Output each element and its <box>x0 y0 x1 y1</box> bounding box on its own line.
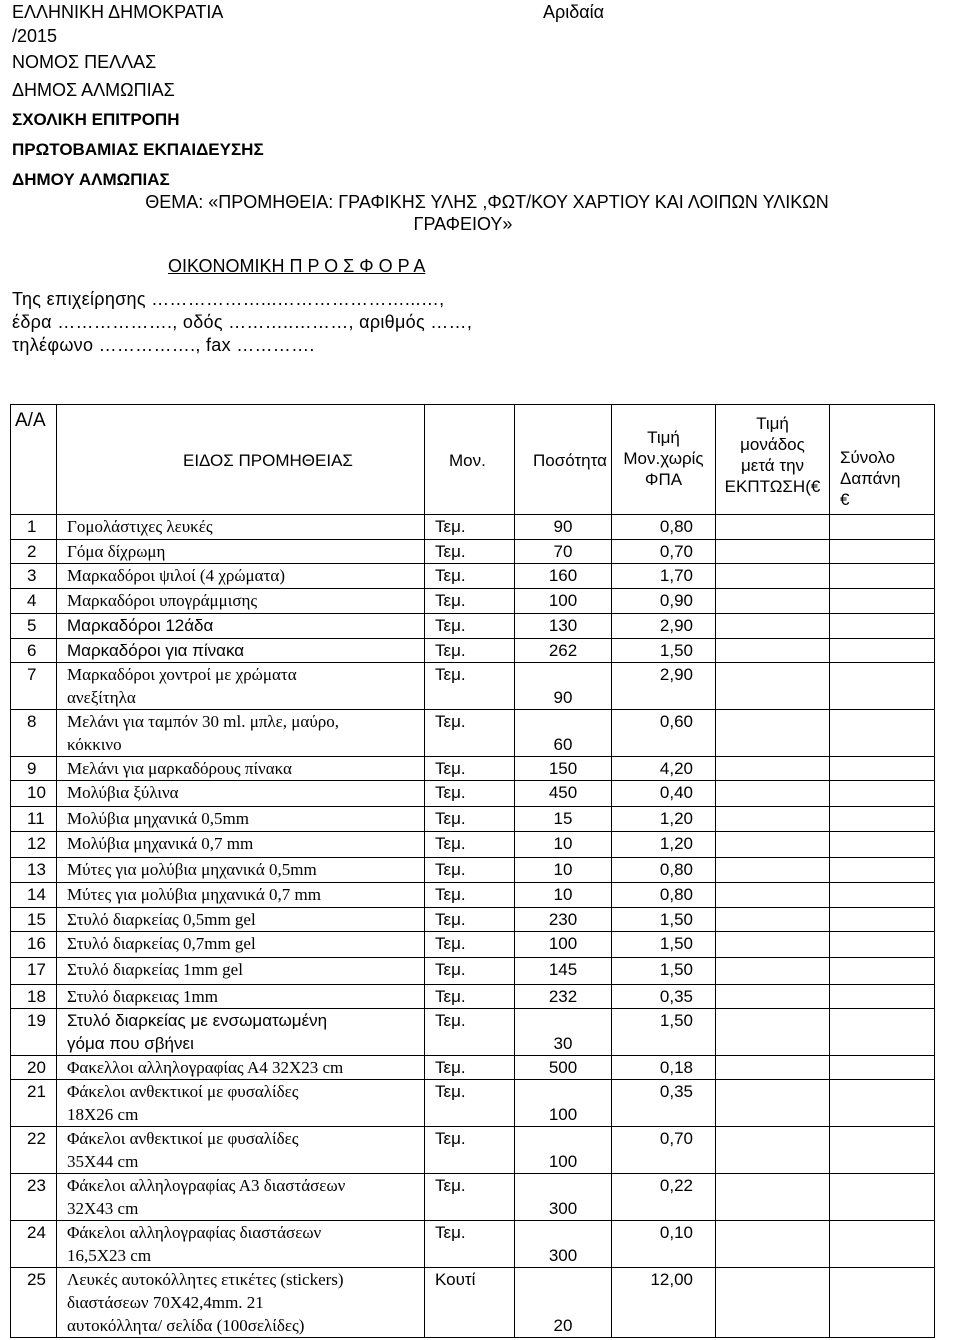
header-qty: Ποσότητα <box>515 405 612 515</box>
row-unit: Τεμ. <box>425 614 515 639</box>
place-name: Αριδαία <box>543 2 605 22</box>
row-description <box>57 1056 425 1080</box>
row-unit: Τεμ. <box>425 1056 515 1080</box>
row-description <box>57 1127 425 1174</box>
row-discount-price <box>716 932 830 958</box>
row-number: 17 <box>11 958 57 985</box>
row-quantity: 70 <box>515 540 612 564</box>
row-description-line: Μολύβια μηχανικά 0,7 mm <box>67 834 254 853</box>
offer-title: ΟΙΚΟΝΟΜΙΚΗ Π Ρ Ο Σ Φ Ο Ρ Α <box>168 256 426 276</box>
row-description <box>57 958 425 985</box>
row-number: 1 <box>11 515 57 540</box>
row-unit: Τεμ. <box>425 1127 515 1174</box>
row-discount-price <box>716 985 830 1009</box>
row-unit: Τεμ. <box>425 883 515 908</box>
row-unit: Τεμ. <box>425 639 515 663</box>
row-total <box>830 1056 935 1080</box>
row-discount-price <box>716 540 830 564</box>
table-row <box>11 540 935 564</box>
row-quantity: 100 <box>515 1127 612 1174</box>
row-description-line: Γόμα δίχρωμη <box>67 542 166 561</box>
row-description-line: Στυλό διαρκείας 0,7mm gel <box>67 934 256 953</box>
row-total <box>830 639 935 663</box>
row-unit-price: 1,20 <box>612 832 716 858</box>
row-description-line: Φάκελοι ανθεκτικοί με φυσαλίδες <box>67 1129 299 1148</box>
row-description-line: Μαρκαδόροι υπογράμμισης <box>67 591 258 610</box>
row-unit-price: 1,50 <box>612 639 716 663</box>
row-quantity: 10 <box>515 858 612 883</box>
row-quantity: 100 <box>515 1080 612 1127</box>
row-total <box>830 985 935 1009</box>
row-description <box>57 564 425 589</box>
row-discount-price <box>716 958 830 985</box>
header-aa: Α/Α <box>11 405 57 515</box>
row-description <box>57 807 425 832</box>
row-unit-price: 0,35 <box>612 985 716 1009</box>
table-row <box>11 958 935 985</box>
row-unit-price: 12,00 <box>612 1268 716 1338</box>
table-row <box>11 1009 935 1056</box>
row-description-line: Στυλό διαρκειας 1mm <box>67 987 218 1006</box>
row-quantity: 230 <box>515 908 612 932</box>
row-number: 24 <box>11 1221 57 1268</box>
row-discount-price <box>716 1221 830 1268</box>
row-unit-price: 0,70 <box>612 1127 716 1174</box>
row-description-line: Μολύβια μηχανικά 0,5mm <box>67 809 249 828</box>
row-description <box>57 1221 425 1268</box>
row-unit-price: 1,50 <box>612 958 716 985</box>
row-discount-price <box>716 710 830 757</box>
row-number: 13 <box>11 858 57 883</box>
row-total <box>830 1127 935 1174</box>
row-description-line: 32Χ43 cm <box>67 1199 139 1218</box>
row-number: 7 <box>11 663 57 710</box>
row-number: 11 <box>11 807 57 832</box>
row-description-line: Μύτες για μολύβια μηχανικά 0,7 mm <box>67 885 321 904</box>
education-heading: ΠΡΩΤΟΒΑΜΙΑΣ ΕΚΠΑΙΔΕΥΣΗΣ <box>12 140 264 159</box>
header-discount-price: Τιμή μονάδος μετά την ΕΚΠΤΩΣΗ(€ <box>716 405 830 515</box>
row-unit: Τεμ. <box>425 807 515 832</box>
row-number: 14 <box>11 883 57 908</box>
row-unit: Τεμ. <box>425 958 515 985</box>
row-quantity: 500 <box>515 1056 612 1080</box>
table-row <box>11 832 935 858</box>
row-total <box>830 883 935 908</box>
row-discount-price <box>716 757 830 781</box>
row-description-line: Στυλό διαρκείας με ενσωματωμένη <box>67 1011 328 1030</box>
row-description-line: Μαρκαδόροι χοντροί με χρώματα <box>67 665 297 684</box>
row-description <box>57 985 425 1009</box>
row-number: 18 <box>11 985 57 1009</box>
row-quantity: 10 <box>515 883 612 908</box>
row-number: 9 <box>11 757 57 781</box>
row-number: 22 <box>11 1127 57 1174</box>
row-discount-price <box>716 1080 830 1127</box>
row-discount-price <box>716 832 830 858</box>
header-unit-price: Τιμή Μον.χωρίς ΦΠΑ <box>612 405 716 515</box>
table-row <box>11 985 935 1009</box>
municipality-heading: ΔΗΜΟΣ ΑΛΜΩΠΙΑΣ <box>12 80 175 100</box>
row-total <box>830 1080 935 1127</box>
row-quantity: 90 <box>515 515 612 540</box>
row-total <box>830 1268 935 1338</box>
row-unit: Τεμ. <box>425 1174 515 1221</box>
row-description-line: Φακελλοι αλληλογραφίας Α4 32Χ23 cm <box>67 1058 344 1077</box>
row-description-line: Στυλό διαρκείας 0,5mm gel <box>67 910 256 929</box>
row-discount-price <box>716 663 830 710</box>
row-description-line: κόκκινο <box>67 735 122 754</box>
address-field: έδρα ………………., οδός ………..………, αριθμός ……, <box>12 312 473 332</box>
row-description-line: γόμα που σβήνει <box>67 1034 194 1053</box>
row-unit: Τεμ. <box>425 564 515 589</box>
table-row <box>11 908 935 932</box>
table-row <box>11 757 935 781</box>
row-total <box>830 932 935 958</box>
row-number: 10 <box>11 781 57 807</box>
table-row <box>11 1174 935 1221</box>
row-discount-price <box>716 807 830 832</box>
row-unit: Τεμ. <box>425 757 515 781</box>
row-unit: Τεμ. <box>425 932 515 958</box>
row-description <box>57 1009 425 1056</box>
row-description-line: Φάκελοι αλληλογραφίας Α3 διαστάσεων <box>67 1176 346 1195</box>
row-description <box>57 858 425 883</box>
subject-line: ΘΕΜΑ: «ΠΡΟΜΗΘΕΙΑ: ΓΡΑΦΙΚΗΣ ΥΛΗΣ ,ΦΩΤ/ΚΟΥ ΧΑΡΤΙΟΥ ΚΑΙ ΛΟΙΠΩΝ ΥΛΙΚΩΝ <box>145 192 829 212</box>
row-discount-price <box>716 883 830 908</box>
row-description-line: Μελάνι για μαρκαδόρους πίνακα <box>67 759 292 778</box>
row-number: 5 <box>11 614 57 639</box>
row-total <box>830 781 935 807</box>
row-total <box>830 515 935 540</box>
row-description-line: 18Χ26 cm <box>67 1105 139 1124</box>
row-description-line: ανεξίτηλα <box>67 688 136 707</box>
row-unit: Τεμ. <box>425 781 515 807</box>
table-row <box>11 1080 935 1127</box>
row-quantity: 232 <box>515 985 612 1009</box>
row-unit-price: 0,10 <box>612 1221 716 1268</box>
table-row <box>11 807 935 832</box>
header-item: ΕΙΔΟΣ ΠΡΟΜΗΘΕΙΑΣ <box>57 405 425 515</box>
row-description <box>57 614 425 639</box>
table-row <box>11 1221 935 1268</box>
row-number: 20 <box>11 1056 57 1080</box>
row-number: 19 <box>11 1009 57 1056</box>
row-description <box>57 589 425 614</box>
row-description-line: 35Χ44 cm <box>67 1152 139 1171</box>
row-number: 8 <box>11 710 57 757</box>
row-number: 12 <box>11 832 57 858</box>
row-quantity: 90 <box>515 663 612 710</box>
row-total <box>830 614 935 639</box>
row-number: 16 <box>11 932 57 958</box>
row-description-line: Λευκές αυτοκόλλητες ετικέτες (stickers) <box>67 1270 344 1289</box>
row-discount-price <box>716 1268 830 1338</box>
table-row <box>11 781 935 807</box>
row-discount-price <box>716 781 830 807</box>
table-row <box>11 1056 935 1080</box>
row-discount-price <box>716 515 830 540</box>
row-description-line: Μαρκαδόροι 12άδα <box>67 616 214 635</box>
row-unit-price: 0,70 <box>612 540 716 564</box>
row-description <box>57 908 425 932</box>
protocol-number: /2015 <box>12 26 58 46</box>
row-number: 25 <box>11 1268 57 1338</box>
row-description-line: Φάκελοι ανθεκτικοί με φυσαλίδες <box>67 1082 299 1101</box>
prefecture-heading: ΝΟΜΟΣ ΠΕΛΛΑΣ <box>12 52 157 72</box>
row-unit-price: 0,18 <box>612 1056 716 1080</box>
row-unit: Τεμ. <box>425 663 515 710</box>
row-discount-price <box>716 858 830 883</box>
row-description-line: διαστάσεων 70Χ42,4mm. 21 <box>67 1293 264 1312</box>
phone-fax-field: τηλέφωνο ……………., fax …………. <box>12 335 315 355</box>
row-total <box>830 908 935 932</box>
row-unit-price: 2,90 <box>612 614 716 639</box>
offer-table <box>10 404 935 1338</box>
row-unit-price: 1,50 <box>612 1009 716 1056</box>
row-description-line: Φάκελοι αλληλογραφίας διαστάσεων <box>67 1223 322 1242</box>
row-description-line: Μαρκαδόροι για πίνακα <box>67 641 245 660</box>
row-unit-price: 1,50 <box>612 932 716 958</box>
row-quantity: 300 <box>515 1174 612 1221</box>
row-unit-price: 0,80 <box>612 515 716 540</box>
row-number: 23 <box>11 1174 57 1221</box>
row-unit-price: 4,20 <box>612 757 716 781</box>
row-discount-price <box>716 639 830 663</box>
row-unit: Τεμ. <box>425 1221 515 1268</box>
row-unit-price: 0,80 <box>612 883 716 908</box>
row-unit-price: 1,20 <box>612 807 716 832</box>
subject-line-cont: ΓΡΑΦΕΙΟΥ» <box>413 214 513 234</box>
row-number: 3 <box>11 564 57 589</box>
row-total <box>830 710 935 757</box>
row-unit: Τεμ. <box>425 1009 515 1056</box>
row-number: 4 <box>11 589 57 614</box>
row-description <box>57 1174 425 1221</box>
row-discount-price <box>716 1174 830 1221</box>
row-unit-price: 0,60 <box>612 710 716 757</box>
row-quantity: 60 <box>515 710 612 757</box>
row-unit: Τεμ. <box>425 832 515 858</box>
row-discount-price <box>716 564 830 589</box>
row-quantity: 450 <box>515 781 612 807</box>
row-discount-price <box>716 908 830 932</box>
row-quantity: 20 <box>515 1268 612 1338</box>
row-description <box>57 710 425 757</box>
municipality-subheading: ΔΗΜΟΥ ΑΛΜΩΠΙΑΣ <box>12 170 170 189</box>
row-description <box>57 663 425 710</box>
row-number: 6 <box>11 639 57 663</box>
row-quantity: 100 <box>515 932 612 958</box>
row-total <box>830 1221 935 1268</box>
row-quantity: 300 <box>515 1221 612 1268</box>
committee-heading: ΣΧΟΛΙΚΗ ΕΠΙΤΡΟΠΗ <box>12 110 180 129</box>
row-description-line: Μελάνι για ταμπόν 30 ml. μπλε, μαύρο, <box>67 712 339 731</box>
table-header-row <box>11 405 935 515</box>
row-total <box>830 958 935 985</box>
row-quantity: 10 <box>515 832 612 858</box>
row-discount-price <box>716 1056 830 1080</box>
row-unit: Τεμ. <box>425 1080 515 1127</box>
row-unit-price: 1,70 <box>612 564 716 589</box>
row-total <box>830 1174 935 1221</box>
row-total <box>830 858 935 883</box>
row-description-line: Στυλό διαρκείας 1mm gel <box>67 960 243 979</box>
row-quantity: 150 <box>515 757 612 781</box>
row-quantity: 160 <box>515 564 612 589</box>
table-row <box>11 614 935 639</box>
row-unit-price: 1,50 <box>612 908 716 932</box>
row-unit: Τεμ. <box>425 710 515 757</box>
row-description <box>57 1080 425 1127</box>
row-description <box>57 757 425 781</box>
row-description <box>57 883 425 908</box>
row-unit: Τεμ. <box>425 908 515 932</box>
row-quantity: 262 <box>515 639 612 663</box>
row-discount-price <box>716 614 830 639</box>
row-discount-price <box>716 1009 830 1056</box>
row-total <box>830 832 935 858</box>
row-description <box>57 832 425 858</box>
country-heading: ΕΛΛΗΝΙΚΗ ΔΗΜΟΚΡΑΤΙΑ <box>12 2 224 22</box>
table-row <box>11 663 935 710</box>
row-description-line: αυτοκόλλητα/ σελίδα (100σελίδες) <box>67 1316 305 1335</box>
row-quantity: 30 <box>515 1009 612 1056</box>
row-quantity: 145 <box>515 958 612 985</box>
table-row <box>11 932 935 958</box>
row-unit: Κουτί <box>425 1268 515 1338</box>
row-number: 21 <box>11 1080 57 1127</box>
row-quantity: 100 <box>515 589 612 614</box>
row-unit: Τεμ. <box>425 589 515 614</box>
row-unit-price: 0,35 <box>612 1080 716 1127</box>
table-row <box>11 883 935 908</box>
table-row <box>11 564 935 589</box>
row-number: 15 <box>11 908 57 932</box>
row-unit-price: 0,40 <box>612 781 716 807</box>
table-row <box>11 589 935 614</box>
row-number: 2 <box>11 540 57 564</box>
row-unit: Τεμ. <box>425 985 515 1009</box>
row-total <box>830 540 935 564</box>
row-unit-price: 0,90 <box>612 589 716 614</box>
row-description-line: Μύτες για μολύβια μηχανικά 0,5mm <box>67 860 317 879</box>
row-total <box>830 589 935 614</box>
row-unit-price: 2,90 <box>612 663 716 710</box>
row-description-line: Μαρκαδόροι ψιλοί (4 χρώματα) <box>67 566 285 585</box>
row-discount-price <box>716 1127 830 1174</box>
row-total <box>830 1009 935 1056</box>
table-row <box>11 858 935 883</box>
table-row <box>11 515 935 540</box>
table-row <box>11 1268 935 1338</box>
row-total <box>830 757 935 781</box>
row-total <box>830 564 935 589</box>
row-unit-price: 0,22 <box>612 1174 716 1221</box>
row-total <box>830 663 935 710</box>
row-unit: Τεμ. <box>425 515 515 540</box>
company-field: Της επιχείρησης ………………...…………………...…, <box>12 289 445 309</box>
row-total <box>830 807 935 832</box>
row-unit: Τεμ. <box>425 858 515 883</box>
table-row <box>11 710 935 757</box>
table-row <box>11 639 935 663</box>
row-description <box>57 540 425 564</box>
row-description-line: 16,5Χ23 cm <box>67 1246 152 1265</box>
row-description <box>57 932 425 958</box>
row-description-line: Μολύβια ξύλινα <box>67 783 179 802</box>
row-description-line: Γομολάστιχες λευκές <box>67 517 213 536</box>
row-description <box>57 1268 425 1338</box>
row-discount-price <box>716 589 830 614</box>
row-description <box>57 639 425 663</box>
row-quantity: 130 <box>515 614 612 639</box>
table-row <box>11 1127 935 1174</box>
row-description <box>57 515 425 540</box>
header-unit: Μον. <box>425 405 515 515</box>
row-unit: Τεμ. <box>425 540 515 564</box>
row-unit-price: 0,80 <box>612 858 716 883</box>
row-quantity: 15 <box>515 807 612 832</box>
row-description <box>57 781 425 807</box>
header-total: Σύνολο Δαπάνη € <box>830 405 935 515</box>
